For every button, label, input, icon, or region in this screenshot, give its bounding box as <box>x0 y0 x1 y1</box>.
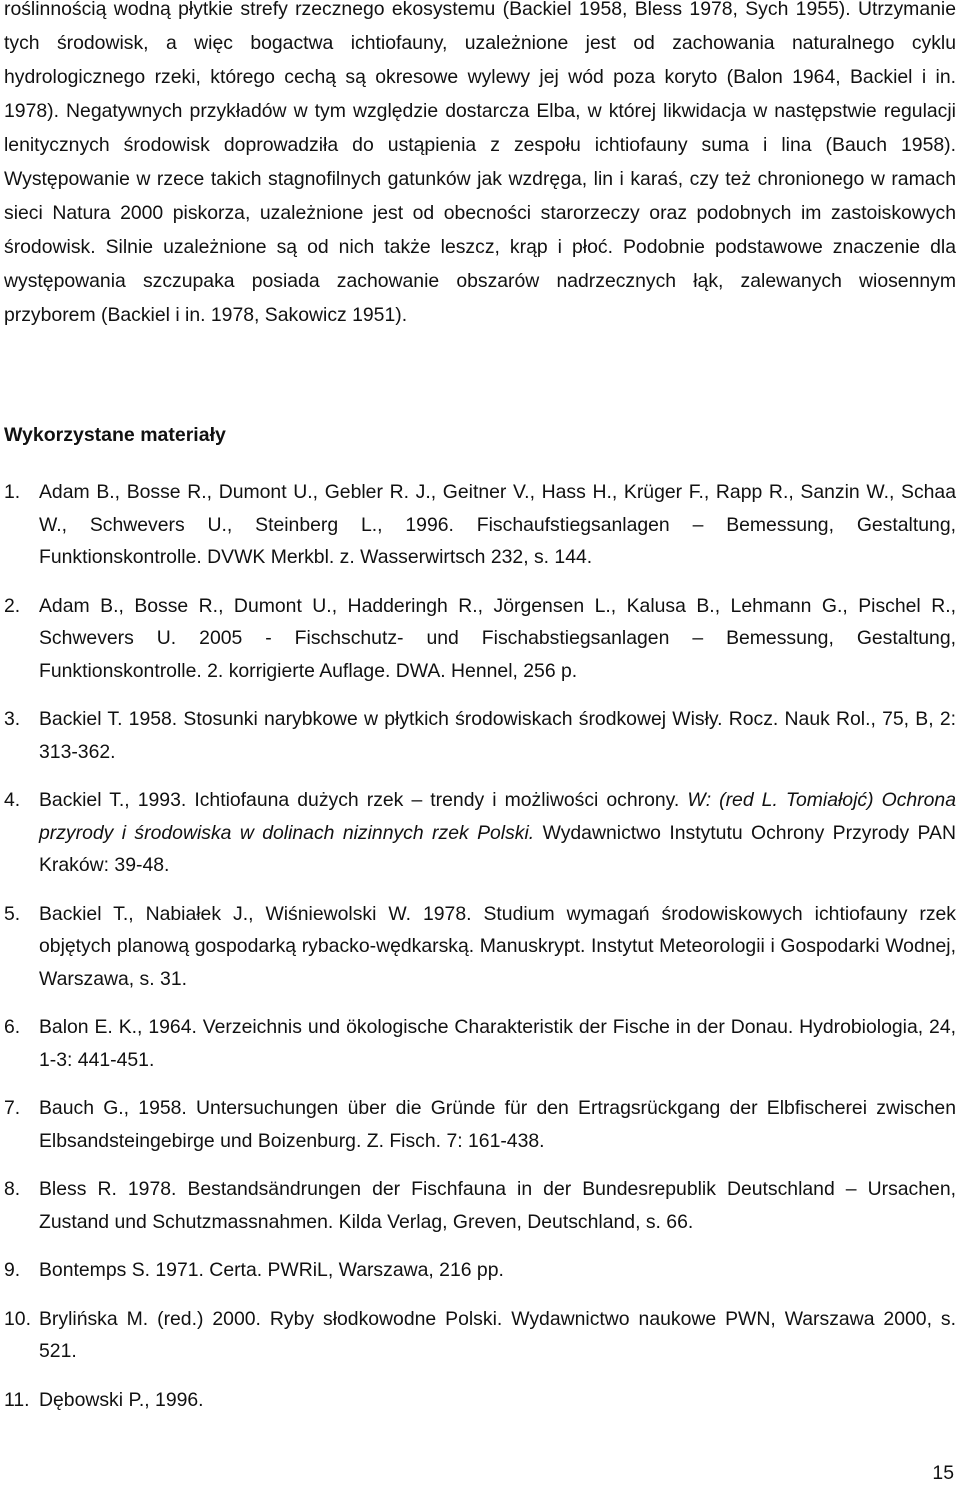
reference-number: 11. <box>4 1388 30 1411</box>
page-number: 15 <box>932 1462 954 1484</box>
reference-text: Bontemps S. 1971. Certa. PWRiL, Warszawa, 216 pp. <box>39 1259 504 1281</box>
reference-number: 10. <box>4 1307 31 1330</box>
reference-text: Backiel T. 1958. Stosunki narybkowe w płytkich środowiskach środkowej Wisły. Rocz. Nauk Rol., 75, B, 2: 313-362. <box>39 708 956 763</box>
reference-number: 9. <box>4 1259 21 1281</box>
reference-text: Dębowski P., 1996. <box>39 1388 204 1411</box>
body-paragraph: roślinnością wodną płytkie strefy rzecznego ekosystemu (Backiel 1958, Bless 1978, Sych 1955). Utrzymanie tych środowisk, a więc bogactwa ichtiofauny, uzależnione jest od zachowania naturalnego cyklu hydrologicznego rzeki, którego cechą są okresowe wylewy jej wód poza koryto (Balon 1964, Backiel i in. 1978). Negatywnych przykładów w tym względzie dostarcza Elba, w której likwidacja w następstwie regulacji lenitycznych środowisk doprowadziła do ustąpienia z zespołu ichtiofauny suma i lina (Bauch 1958). Występowanie w rzece takich stagnofilnych gatunków jak wzdręga, lin i karaś, czy też chronionego w ramach sieci Natura 2000 piskorza, uzależnione jest od obecności starorzeczy oraz podobnych im zastoiskowych środowisk. Silnie uzależnione są od nich także leszcz, krąp i płoć. Podobnie podstawowe znaczenie dla występowania szczupaka posiada zachowanie obszarów nadrzecznych łąk, zalewanych wiosennym przyborem (Backiel i in. 1978, Sakowicz 1951). <box>4 0 956 326</box>
reference-item <box>4 1384 956 1417</box>
reference-text <box>39 784 956 882</box>
reference-list <box>4 476 956 1432</box>
reference-text-end: Wydawnictwo Instytutu Ochrony Przyrody PAN Kraków: 39-48. <box>39 821 956 876</box>
reference-text: Bless R. 1978. Bestandsändrungen der Fischfauna in der Bundesrepublik Deutschland – Ursachen, Zustand und Schutzmassnahmen. Kilda Verlag, Greven, Deutschland, s. 66. <box>39 1178 956 1233</box>
reference-number: 7. <box>4 1097 21 1119</box>
reference-text: Balon E. K., 1964. Verzeichnis und ökologische Charakteristik der Fische in der Donau. Hydrobiologia, 24, 1-3: 441-451. <box>39 1016 956 1071</box>
reference-item <box>4 1254 956 1287</box>
reference-text-start: Backiel T., 1993. Ichtiofauna dużych rzek – trendy i możliwości ochrony. <box>39 789 688 811</box>
reference-text: Bauch G., 1958. Untersuchungen über die Gründe für den Ertragsrückgang der Elbfischerei zwischen Elbsandsteingebirge und Boizenburg. Z. Fisch. 7: 161-438. <box>39 1097 956 1152</box>
reference-item <box>4 590 956 688</box>
reference-item <box>4 703 956 768</box>
reference-number: 2. <box>4 594 21 617</box>
reference-number: 4. <box>4 789 21 811</box>
reference-item <box>4 1303 956 1368</box>
reference-item <box>4 1092 956 1157</box>
reference-number: 5. <box>4 902 21 925</box>
reference-number: 6. <box>4 1016 21 1038</box>
section-heading: Wykorzystane materiały <box>4 424 226 446</box>
reference-text: Backiel T., Nabiałek J., Wiśniewolski W. 1978. Studium wymagań środowiskowych ichtiofauny rzek objętych planową gospodarką rybacko-wędkarską. Manuskrypt. Instytut Meteorologii i Gospodarki Wodnej, Warszawa, s. 31. <box>39 902 956 990</box>
reference-text: Adam B., Bosse R., Dumont U., Gebler R. J., Geitner V., Hass H., Krüger F., Rapp R., Sanzin W., Schaa W., Schwevers U., Steinberg L., 1996. Fischaufstiegsanlagen – Bemessung, Gestaltung, Funktionskontrolle. DVWK Merkbl. z. Wasserwirtsch 232, s. 144. <box>39 481 956 568</box>
reference-item <box>4 898 956 996</box>
reference-number: 8. <box>4 1178 21 1200</box>
reference-text: Brylińska M. (red.) 2000. Ryby słodkowodne Polski. Wydawnictwo naukowe PWN, Warszawa 2000, s. 521. <box>39 1307 956 1362</box>
reference-number: 3. <box>4 708 21 730</box>
reference-number: 1. <box>4 481 21 503</box>
reference-italic-title: W: (red L. Tomiałojć) Ochrona przyrody i środowiska w dolinach nizinnych rzek Polski. <box>39 789 956 844</box>
reference-text: Adam B., Bosse R., Dumont U., Hadderingh R., Jörgensen L., Kalusa B., Lehmann G., Pischel R., Schwevers U. 2005 - Fischschutz- und Fischabstiegsanlagen – Bemessung, Gestaltung, Funktionskontrolle. 2. korrigierte Auflage. DWA. Hennel, 256 p. <box>39 594 956 682</box>
reference-item <box>4 1011 956 1076</box>
reference-item <box>4 784 956 882</box>
reference-item <box>4 476 956 574</box>
reference-item <box>4 1173 956 1238</box>
